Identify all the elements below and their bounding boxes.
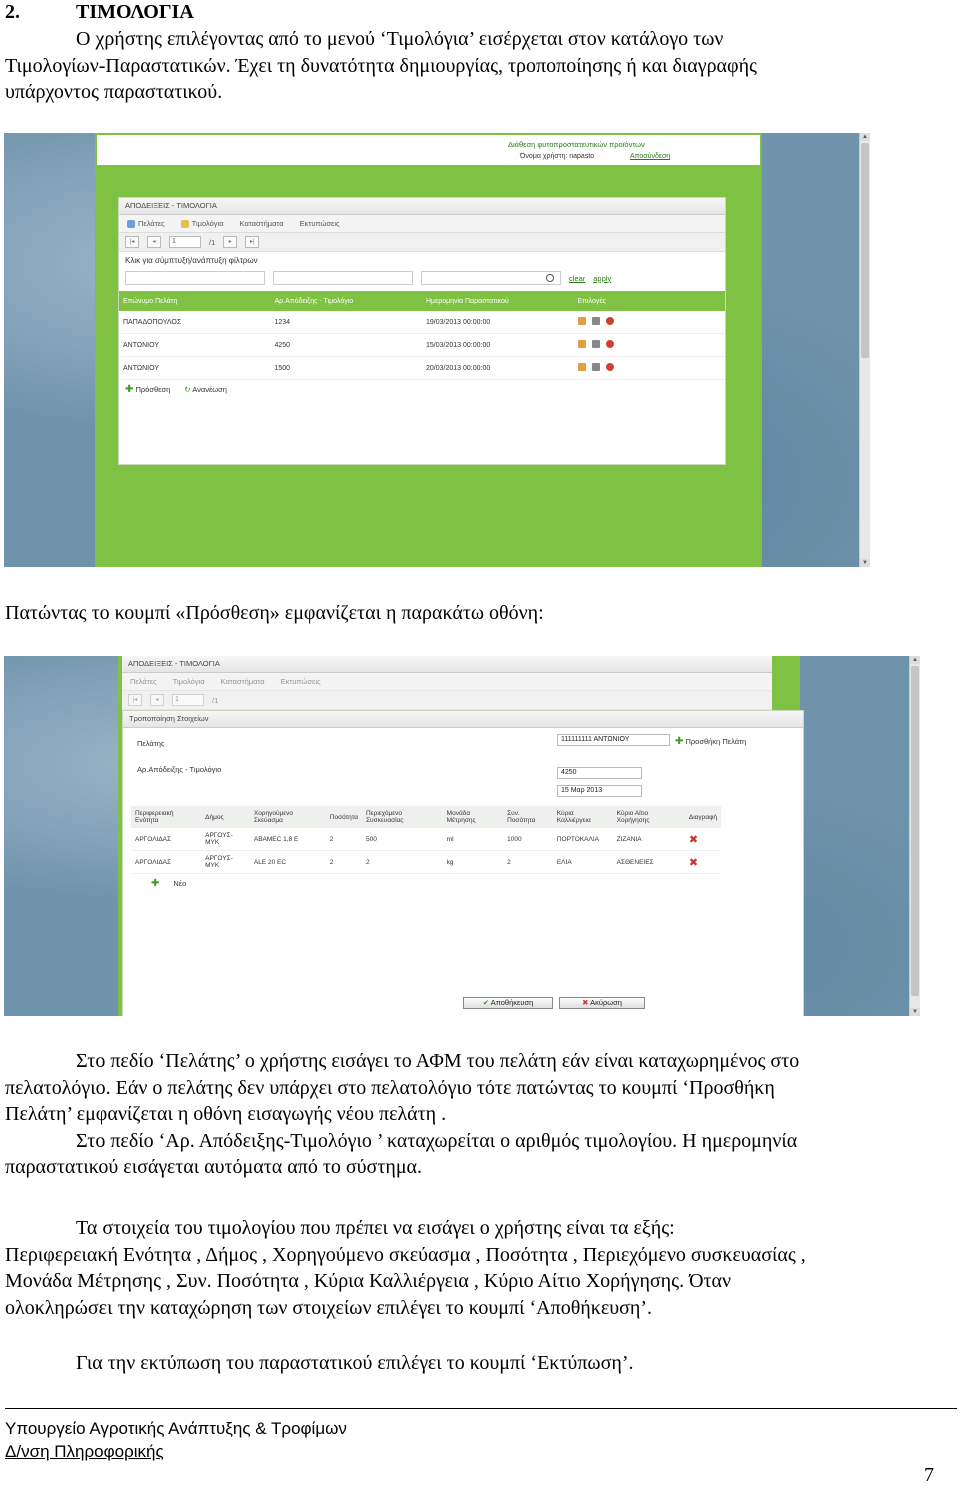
col-header: Δήμος (201, 806, 250, 828)
invoices-panel (118, 197, 726, 465)
row-actions (574, 311, 726, 334)
delete-x-icon: ✖ (688, 856, 699, 869)
col-header: Κύριο Αίτιο Χορήγησης (613, 806, 685, 828)
dialog-title: Τροποποίηση Στοιχείων (123, 711, 803, 728)
tab-label: Καταστήματα (220, 677, 265, 686)
first-page-button[interactable]: |◂ (128, 694, 142, 706)
grid-footer (119, 380, 725, 399)
text-line: Τα στοιχεία του τιμολογίου που πρέπει να εισάγει ο χρήστης είναι τα εξής: (76, 1217, 675, 1239)
invoices-table (119, 291, 725, 380)
text-line: Για την εκτύπωση του παραστατικού επιλέγει το κουμπί ‘Εκτύπωση’. (76, 1352, 634, 1374)
new-label: Νέο (173, 879, 187, 888)
save-label: Αποθήκευση (490, 998, 534, 1007)
scroll-thumb[interactable] (911, 666, 919, 996)
tab-label: Τιμολόγια (191, 219, 224, 228)
username-label: Όνομα χρήστη: napasto (520, 153, 595, 160)
new-line-button[interactable] (131, 874, 721, 893)
prev-page-button[interactable]: ◂ (150, 694, 164, 706)
check-icon: ✔ (482, 998, 490, 1007)
section-number: 2. (5, 1, 20, 23)
section-title: ΤΙΜΟΛΟΓΙΑ (76, 1, 194, 23)
cell-crop: ΕΛΙΑ (553, 851, 613, 874)
scroll-up-icon[interactable]: ▲ (860, 133, 870, 141)
add-customer-label: Προσθήκη Πελάτη (685, 737, 747, 746)
customer-label: Πελάτης (137, 739, 165, 748)
col-header[interactable]: Επώνυμο Πελάτη (119, 291, 271, 311)
filter-date-input[interactable] (421, 271, 561, 285)
col-header: Χορηγούμενο Σκεύασμα (250, 806, 326, 828)
refresh-icon: ↻ (184, 385, 191, 394)
search-icon[interactable] (546, 274, 554, 282)
tab-label: Τιμολόγια (172, 677, 205, 686)
panel-title: ΑΠΟΔΕΙΞΕΙΣ - ΤΙΜΟΛΟΓΙΑ (122, 656, 772, 673)
tab-prints[interactable] (300, 219, 340, 228)
intro-paragraph (5, 26, 950, 106)
paragraph-print (5, 1350, 950, 1377)
tab-prints[interactable] (281, 677, 321, 686)
add-label: Πρόσθεση (135, 385, 171, 394)
col-header: Επιλογές (574, 291, 726, 311)
cell-qty: 2 (326, 851, 362, 874)
col-header: Συν. Ποσότητα (503, 806, 553, 828)
cell-region: ΑΡΓΟΛΙΔΑΣ (131, 851, 201, 874)
text-line: πελατολόγιο. Εάν ο πελάτης δεν υπάρχει στο πελατολόγιο τότε πατώντας το κουμπί ‘Προσθήκη (5, 1076, 775, 1099)
col-header: Μονάδα Μέτρησης (443, 806, 503, 828)
cell-name: ΑΝΤΩΝΙΟΥ (119, 334, 271, 357)
cell-number: 4250 (271, 334, 423, 357)
cell-number: 1234 (271, 311, 423, 334)
text-line: παραστατικού εισάγεται αυτόματα από το σύστημα. (5, 1156, 423, 1178)
invoice-label: Αρ.Απόδειξης - Τιμολόγιο (137, 765, 222, 774)
cell-cause: ΑΣΘΕΝΕΙΕΣ (613, 851, 685, 874)
tab-stores[interactable] (240, 219, 284, 228)
cell-number: 1500 (271, 357, 423, 380)
filter-row (119, 269, 725, 291)
cell-date: 20/03/2013 00:00:00 (422, 357, 574, 380)
first-page-button[interactable]: |◂ (125, 236, 139, 248)
cell-qty: 2 (326, 828, 362, 851)
cancel-label: Ακύρωση (590, 998, 622, 1007)
delete-icon[interactable] (606, 340, 614, 348)
table-row[interactable] (119, 311, 725, 334)
cell-crop: ΠΟΡΤΟΚΑΛΙΑ (553, 828, 613, 851)
cell-name: ΑΝΤΩΝΙΟΥ (119, 357, 271, 380)
col-header[interactable]: Αρ.Απόδειξης - Τιμολόγιο (271, 291, 423, 311)
scroll-up-icon[interactable]: ▲ (910, 656, 920, 664)
page-footer (5, 1417, 347, 1463)
section-heading (5, 0, 194, 24)
edit-icon[interactable] (578, 340, 586, 348)
print-icon[interactable] (592, 340, 600, 348)
last-page-button[interactable]: ▸| (245, 236, 259, 248)
cell-municipality: ΑΡΓΟΥΣ-ΜΥΚ (201, 851, 250, 874)
lines-table (131, 806, 721, 874)
lines-grid (131, 806, 721, 946)
delete-icon[interactable] (606, 317, 614, 325)
cell-content: 500 (362, 828, 443, 851)
cell-total: 2 (503, 851, 553, 874)
sidebar-link-products[interactable]: Διάθεση φυτοπροστατευτικών προϊόντων (508, 140, 645, 149)
filter-name-input[interactable] (125, 271, 265, 285)
filter-apply-link[interactable]: apply (593, 273, 612, 283)
pager (119, 233, 725, 252)
table-row[interactable] (119, 357, 725, 380)
filter-number-input[interactable] (273, 271, 413, 285)
table-row[interactable] (131, 828, 721, 851)
customer-field[interactable]: 111111111 ΑΝΤΩΝΙΟΥ (557, 734, 670, 746)
cell-product: ΑΒΑΜΕC 1,8 E (250, 828, 326, 851)
delete-row-button[interactable] (685, 828, 721, 851)
cell-content: 2 (362, 851, 443, 874)
scrollbar[interactable] (859, 133, 870, 567)
cell-municipality: ΑΡΓΟΥΣ-ΜΥΚ (201, 828, 250, 851)
page-total: /1 (209, 237, 216, 247)
filter-clear-link[interactable]: clear (569, 273, 586, 283)
refresh-label: Ανανέωση (192, 385, 227, 394)
nav-tabs (122, 673, 772, 691)
edit-dialog (122, 710, 804, 1016)
footer-divider (5, 1408, 957, 1409)
tab-label: Πελάτες (138, 219, 165, 228)
row-actions (574, 357, 726, 380)
page-number: 7 (924, 1464, 934, 1486)
screenshot-invoice-list (4, 133, 870, 567)
intro-line: Ο χρήστης επιλέγοντας από το μενού ‘Τιμολόγια’ εισέρχεται στον κατάλογο των (76, 28, 724, 50)
tab-customers[interactable] (127, 219, 165, 228)
nav-tabs (119, 215, 725, 233)
panel-title: ΑΠΟΔΕΙΞΕΙΣ - ΤΙΜΟΛΟΓΙΑ (119, 198, 725, 215)
col-header: Διαγραφή (685, 806, 721, 828)
tab-label: Πελάτες (130, 677, 157, 686)
invoices-icon (181, 220, 189, 228)
cell-cause: ZIZANIA (613, 828, 685, 851)
print-icon[interactable] (592, 317, 600, 325)
intro-line: Τιμολογίων-Παραστατικών. Έχει τη δυνατότητα δημιουργίας, τροποποίησης ή και διαγραφής (5, 54, 757, 77)
filter-toggle[interactable]: Κλικ για σύμπτυξη/ανάπτυξη φίλτρων (125, 256, 258, 265)
pager (122, 691, 772, 710)
scroll-down-icon[interactable]: ▼ (860, 559, 870, 567)
tab-customers[interactable] (130, 677, 157, 686)
footer-ministry: Υπουργείο Αγροτικής Ανάπτυξης & Τροφίμων (5, 1419, 347, 1438)
tab-label: Εκτυπώσεις (280, 677, 321, 686)
invoice-number-field[interactable]: 4250 (557, 767, 642, 779)
text-line: Στο πεδίο ‘Πελάτης’ ο χρήστης εισάγει το ΑΦΜ του πελάτη εάν είναι καταχωρημένος στο (76, 1050, 800, 1072)
delete-x-icon: ✖ (688, 833, 699, 846)
col-header[interactable]: Ημερομηνία Παραστατικού (422, 291, 574, 311)
plus-icon: ✚ (125, 384, 134, 395)
scroll-down-icon[interactable]: ▼ (910, 1008, 920, 1016)
page-input[interactable]: 1 (172, 694, 204, 706)
delete-icon[interactable] (606, 363, 614, 371)
tab-label: Καταστήματα (239, 219, 284, 228)
table-row[interactable] (119, 334, 725, 357)
edit-icon[interactable] (578, 317, 586, 325)
add-customer-button[interactable] (675, 736, 746, 747)
intro-line: υπάρχοντος παραστατικού. (5, 81, 223, 103)
cell-region: ΑΡΓΟΛΙΔΑΣ (131, 828, 201, 851)
col-header: Ποσότητα (326, 806, 362, 828)
user-widget (500, 135, 760, 165)
invoice-date-field[interactable]: 15 Μαρ 2013 (557, 785, 642, 797)
delete-row-button[interactable] (685, 851, 721, 874)
prev-page-button[interactable]: ◂ (147, 236, 161, 248)
paragraph-customer-field (5, 1048, 950, 1181)
cell-date: 15/03/2013 00:00:00 (422, 334, 574, 357)
text-line: ολοκληρώσει την καταχώρηση των στοιχείων επιλέγει το κουμπί ‘Αποθήκευση’. (5, 1296, 653, 1319)
tab-invoices[interactable] (173, 677, 205, 686)
save-button[interactable] (463, 997, 553, 1009)
refresh-button[interactable] (184, 385, 227, 394)
tab-invoices[interactable] (181, 219, 224, 228)
tab-label: Εκτυπώσεις (299, 219, 340, 228)
row-actions (574, 334, 726, 357)
cell-product: ALE 20 EC (250, 851, 326, 874)
text-line: Στο πεδίο ‘Αρ. Απόδειξης-Τιμολόγιο ’ καταχωρείται ο αριθμός τιμολογίου. Η ημερομηνία (76, 1129, 798, 1152)
scroll-thumb[interactable] (861, 143, 869, 358)
table-row[interactable] (131, 851, 721, 874)
cell-unit: ml (443, 828, 503, 851)
cancel-button[interactable] (559, 997, 645, 1009)
cell-total: 1000 (503, 828, 553, 851)
add-button[interactable] (125, 384, 170, 395)
screenshot-invoice-form (4, 656, 920, 1016)
plus-icon: ✚ (675, 736, 684, 747)
page-input[interactable]: 1 (169, 236, 201, 248)
between-text: Πατώντας το κουμπί «Πρόσθεση» εμφανίζεται η παρακάτω οθόνη: (5, 602, 544, 624)
plus-icon: ✚ (151, 878, 160, 889)
edit-icon[interactable] (578, 363, 586, 371)
scrollbar[interactable] (909, 656, 920, 1016)
paragraph-invoice-fields (5, 1215, 950, 1321)
text-line: Μονάδα Μέτρησης , Συν. Ποσότητα , Κύρια Καλλιέργεια , Κύριο Αίτιο Χορήγησης. Όταν (5, 1270, 732, 1292)
tab-stores[interactable] (221, 677, 265, 686)
footer-department: Δ/νση Πληροφορικής (5, 1442, 164, 1461)
logout-link[interactable]: Αποσύνδεση (630, 153, 671, 160)
top-widget-area (97, 135, 760, 165)
col-header: Περιφερειακή Ενότητα (131, 806, 201, 828)
close-icon: ✖ (582, 998, 589, 1007)
customers-icon (127, 220, 135, 228)
print-icon[interactable] (592, 363, 600, 371)
cell-date: 19/03/2013 00:00:00 (422, 311, 574, 334)
next-page-button[interactable]: ▸ (223, 236, 237, 248)
text-line: Πελάτη’ εμφανίζεται η οθόνη εισαγωγής νέου πελάτη . (5, 1103, 447, 1125)
page-total: /1 (212, 695, 219, 705)
cell-name: ΠΑΠΑΔΟΠΟΥΛΟΣ (119, 311, 271, 334)
bg-panel (122, 656, 772, 716)
col-header: Κύρια Καλλιέργεια (553, 806, 613, 828)
cell-unit: kg (443, 851, 503, 874)
text-line: Περιφερειακή Ενότητα , Δήμος , Χορηγούμενο σκεύασμα , Ποσότητα , Περιεχόμενο συσκευασίας , (5, 1243, 806, 1266)
col-header: Περιεχόμενο Συσκευασίας (362, 806, 443, 828)
